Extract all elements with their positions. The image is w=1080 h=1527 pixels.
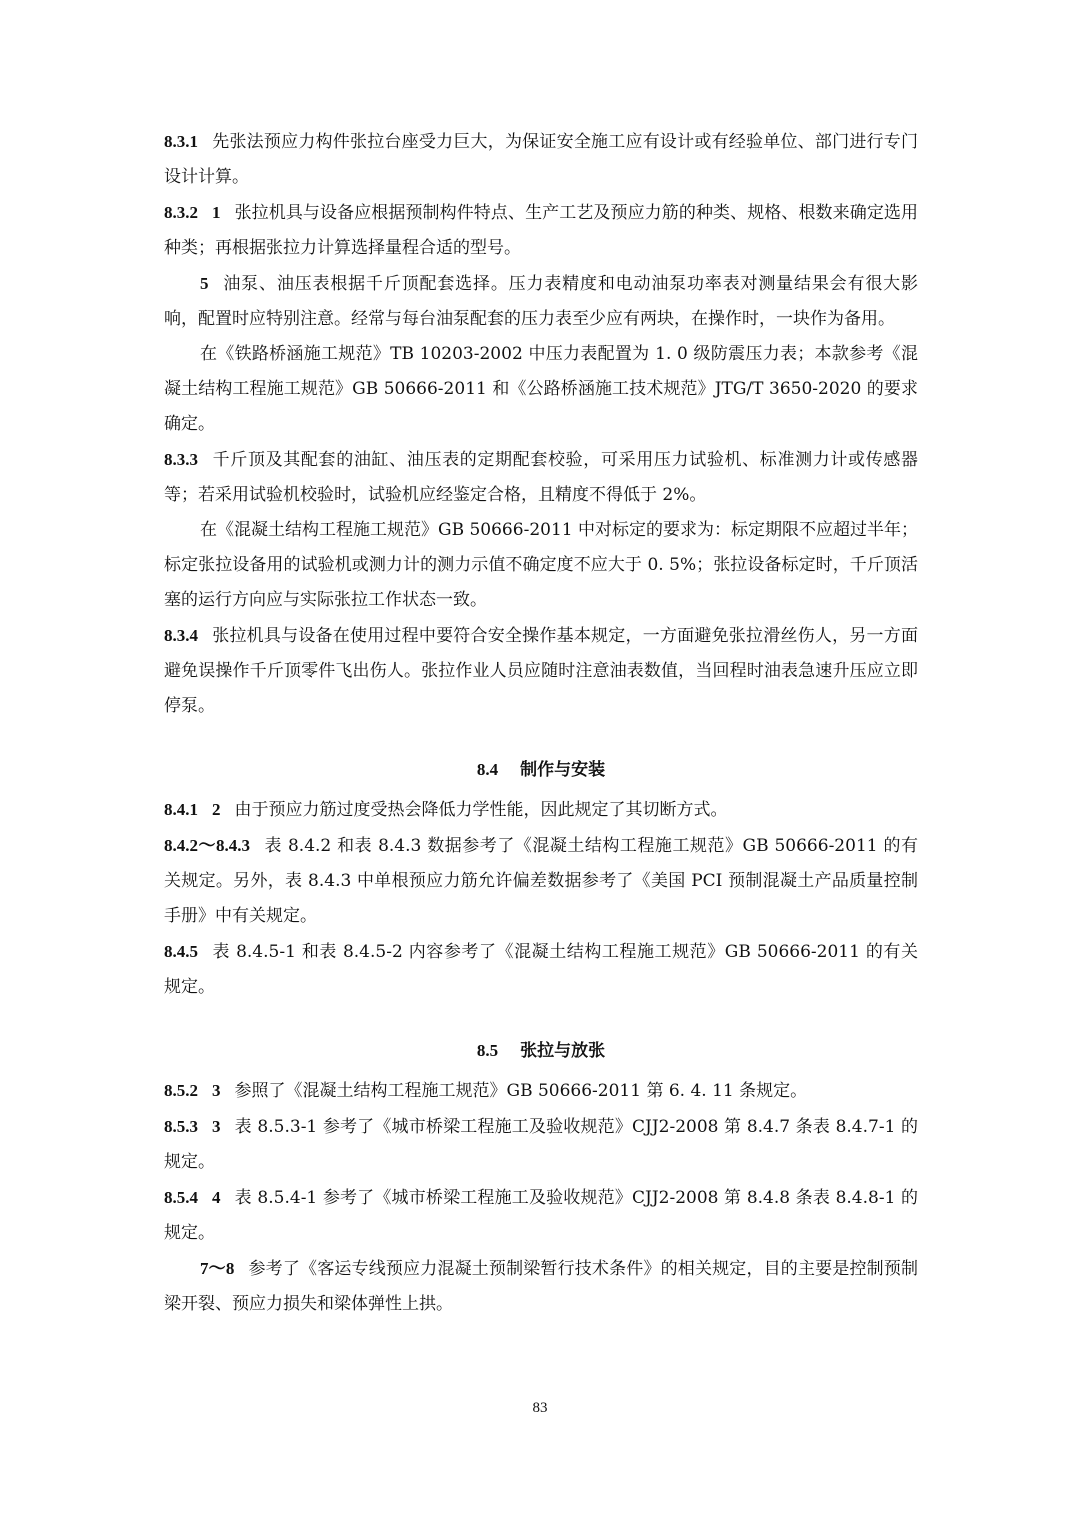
clause-paragraph <box>164 195 918 266</box>
clause-number: 8.3.1 <box>164 132 198 151</box>
clause-text: 表 8.4.2 和表 8.4.3 数据参考了《混凝土结构工程施工规范》GB 50666-2011 的有关规定。另外，表 8.4.3 中单根预应力筋允许偏差数据参考了《美国 PCI 预制混凝土产品质量控制手册》中有关规定。 <box>164 836 919 926</box>
clause-text: 由于预应力筋过度受热会降低力学性能，因此规定了其切断方式。 <box>234 800 728 820</box>
clause-number: 8.3.2 <box>164 203 198 222</box>
clause-text: 表 8.4.5-1 和表 8.4.5-2 内容参考了《混凝土结构工程施工规范》GB 50666-2011 的有关规定。 <box>164 942 918 997</box>
clause-paragraph <box>164 266 918 337</box>
item-number: 3 <box>212 1081 221 1100</box>
section-title: 张拉与放张 <box>520 1041 606 1061</box>
clause-text: 参考了《客运专线预应力混凝土预制梁暂行技术条件》的相关规定，目的主要是控制预制梁开裂、预应力损失和梁体弹性上拱。 <box>164 1259 919 1314</box>
clause-paragraph <box>164 442 918 513</box>
clause-text: 油泵、油压表根据千斤顶配套选择。压力表精度和电动油泵功率表对测量结果会有很大影响，配置时应特别注意。经常与每台油泵配套的压力表至少应有两块，在操作时，一块作为备用。 <box>164 274 918 329</box>
clause-number: 8.3.3 <box>164 450 198 469</box>
item-number: 7～8 <box>200 1259 235 1278</box>
clause-number: 8.3.4 <box>164 626 198 645</box>
clause-paragraph <box>164 1073 918 1109</box>
clause-number: 8.5.2 <box>164 1081 198 1100</box>
clause-paragraph <box>164 618 918 724</box>
clause-text: 张拉机具与设备应根据预制构件特点、生产工艺及预应力筋的种类、规格、根数来确定选用种类；再根据张拉力计算选择量程合适的型号。 <box>164 203 918 258</box>
clause-number: 8.4.5 <box>164 942 198 961</box>
clause-text: 表 8.5.3-1 参考了《城市桥梁工程施工及验收规范》CJJ2-2008 第 8.4.7 条表 8.4.7-1 的规定。 <box>164 1117 918 1172</box>
clause-text: 表 8.5.4-1 参考了《城市桥梁工程施工及验收规范》CJJ2-2008 第 8.4.8 条表 8.4.8-1 的规定。 <box>164 1188 918 1243</box>
clause-paragraph <box>164 124 918 195</box>
item-number: 1 <box>212 203 221 222</box>
clause-paragraph <box>164 828 918 934</box>
clause-text: 先张法预应力构件张拉台座受力巨大，为保证安全施工应有设计或有经验单位、部门进行专门设计计算。 <box>164 132 918 187</box>
clause-text: 在《铁路桥涵施工规范》TB 10203-2002 中压力表配置为 1. 0 级防震压力表；本款参考《混凝土结构工程施工规范》GB 50666-2011 和《公路桥涵施工技术规范》JTG/T 3650-2020 的要求确定。 <box>164 344 918 434</box>
section-heading <box>164 754 918 786</box>
clause-text: 参照了《混凝土结构工程施工规范》GB 50666-2011 第 6. 4. 11 条规定。 <box>234 1081 808 1101</box>
clause-paragraph <box>164 934 918 1005</box>
page-number: 83 <box>532 1400 548 1416</box>
item-number: 3 <box>212 1117 221 1136</box>
item-number: 5 <box>200 274 209 293</box>
clause-text: 张拉机具与设备在使用过程中要符合安全操作基本规定，一方面避免张拉滑丝伤人，另一方面避免误操作千斤顶零件飞出伤人。张拉作业人员应随时注意油表数值，当回程时油表急速升压应立即停泵。 <box>164 626 918 716</box>
clause-paragraph <box>164 792 918 828</box>
section-number: 8.5 <box>476 1041 499 1060</box>
clause-number: 8.4.1 <box>164 800 198 819</box>
clause-text: 在《混凝土结构工程施工规范》GB 50666-2011 中对标定的要求为：标定期限不应超过半年；标定张拉设备用的试验机或测力计的测力示值不确定度不应大于 0. 5%；张拉设备标定时，千斤顶活塞的运行方向应与实际张拉工作状态一致。 <box>164 520 918 610</box>
clause-paragraph <box>164 1251 918 1322</box>
clause-number: 8.5.4 <box>164 1188 198 1207</box>
clause-text: 千斤顶及其配套的油缸、油压表的定期配套校验，可采用压力试验机、标准测力计或传感器等；若采用试验机校验时，试验机应经鉴定合格，且精度不得低于 2%。 <box>164 450 918 505</box>
clause-paragraph <box>164 337 918 442</box>
clause-number: 8.4.2～8.4.3 <box>164 836 251 855</box>
item-number: 2 <box>212 800 221 819</box>
clause-paragraph <box>164 1109 918 1180</box>
clause-paragraph <box>164 513 918 618</box>
section-title: 制作与安装 <box>520 760 606 780</box>
item-number: 4 <box>212 1188 221 1207</box>
clause-paragraph <box>164 1180 918 1251</box>
page-content <box>164 124 918 1322</box>
section-number: 8.4 <box>476 760 499 779</box>
clause-number: 8.5.3 <box>164 1117 198 1136</box>
section-heading <box>164 1035 918 1067</box>
